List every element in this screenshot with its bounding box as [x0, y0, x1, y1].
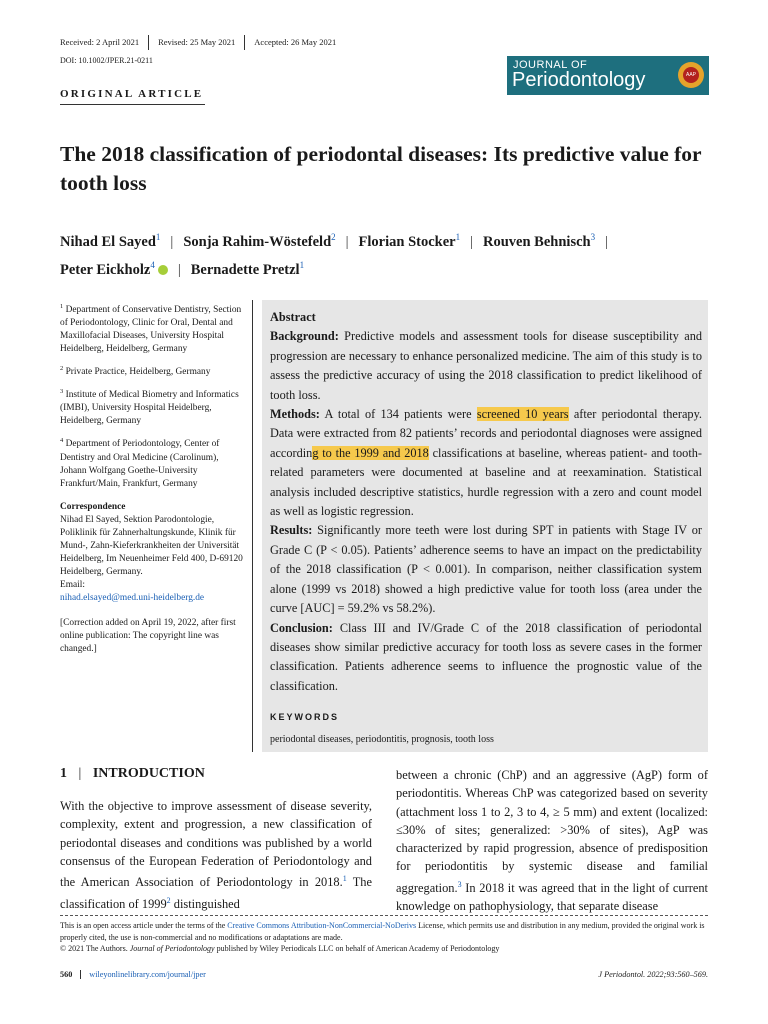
accepted-date: Accepted: 26 May 2021 [244, 35, 345, 50]
author-affiliation-ref[interactable]: 4 [150, 259, 155, 270]
journal-citation: J Periodontol. 2022;93:560–569. [598, 970, 708, 979]
citation-link[interactable]: 3 [457, 879, 462, 889]
affiliation [60, 385, 245, 428]
highlight-annotation[interactable]: g to the 1999 and 2018 [312, 445, 429, 460]
author[interactable] [359, 234, 461, 250]
affiliation [60, 362, 245, 379]
aap-seal-icon [678, 62, 704, 88]
correction-note: [Correction added on April 19, 2022, after first online publication: The copyright line was changed.] [60, 617, 236, 654]
copyright-text: published by Wiley Periodicals LLC on behalf of American Academy of Periodontology [214, 944, 500, 953]
body-text: With the objective to improve assessment of disease severity, complexity, extent and progression, a new classification of periodontal diseases and conditions was published by a world consensus of the European Federation of Periodontology and the American Association of Periodontology in 2018. [60, 799, 372, 890]
affiliation-number: 4 [60, 437, 64, 445]
author[interactable] [183, 234, 335, 250]
affiliation-text: Department of Periodontology, Center of Dentistry and Oral Medicine (Carolinum), Johann Wolfgang Goethe-University Frankfurt/Main, Frankfurt, Germany [60, 439, 220, 489]
orcid-icon[interactable] [158, 265, 168, 275]
abstract-background [270, 327, 702, 405]
author-affiliation-ref[interactable]: 1 [299, 259, 305, 270]
affiliations-column [60, 300, 245, 656]
affiliation-number: 2 [60, 365, 64, 373]
correspondence-heading: Correspondence [60, 501, 126, 512]
keywords-heading: KEYWORDS [270, 712, 340, 723]
results-text: Significantly more teeth were lost during SPT in patients with Stage IV or Grade C (P < 0.05). Patients’ adherence seems to have an impact on the predictability of the 2018 classification (P < 0.001). In comparison, neither classification system alone (1999 vs 2018) showed a high predictive value for tooth loss (area under the curve [AUC] = 59.2% vs 58.2%). [270, 523, 702, 616]
body-text: In 2018 it was agreed that in the light of current knowledge on pathophysiology, that separate disease [396, 880, 708, 914]
affiliation [60, 300, 245, 356]
citation-link[interactable]: 2 [166, 895, 171, 905]
revised-date: Revised: 25 May 2021 [148, 35, 244, 50]
abstract-divider [252, 300, 253, 752]
article-type: ORIGINAL ARTICLE [60, 88, 204, 100]
journal-logo-line1: JOURNAL OF [513, 59, 588, 71]
copyright-journal: Journal of Periodontology [129, 944, 215, 953]
footer-divider [60, 915, 708, 916]
correspondence-address: Nihad El Sayed, Sektion Parodontologie, Poliklinik für Zahnerhaltungskunde, Klinik für Mund-, Zahn-Kieferkrankheiten der Universität Heidelberg, Im Neuenheimer Feld 400, D-69120 Heidelberg, Germany. [60, 514, 243, 577]
affiliation-number: 1 [60, 303, 64, 310]
author-affiliation-ref[interactable]: 1 [455, 232, 461, 242]
section-number: 1 [60, 766, 67, 781]
author-name: Bernadette Pretzl [190, 261, 300, 278]
author-name: Nihad El Sayed [60, 233, 156, 250]
intro-right-column [396, 766, 708, 916]
email-label: Email: [60, 579, 85, 590]
methods-text: classifications at baseline, whereas patient- and tooth-related parameters were documented at baseline and at reexamination. Statistical analysis included descriptive statistics, hurdle regression with a zero and count model as well as logistic regression. [270, 445, 702, 519]
author[interactable] [60, 259, 168, 278]
journal-url-link[interactable]: wileyonlinelibrary.com/journal/jper [89, 970, 206, 979]
author-name: Rouven Behnisch [483, 233, 591, 250]
license-text: This is an open access article under the terms of the [60, 921, 228, 930]
conclusion-text: Class III and IV/Grade C of the 2018 classification of periodontal diseases show similar predictive accuracy for tooth loss as severe cases in the former classification. Patients adherence seems to influence the prognostic value of the classification. [270, 620, 702, 693]
affiliation-text: Institute of Medical Biometry and Informatics (IMBI), University Hospital Heidelberg, Heidelberg, Germany [60, 390, 239, 427]
article-type-rule [60, 104, 205, 105]
methods-text: A total of 134 patients were [324, 407, 477, 422]
page-footer [60, 970, 708, 979]
abstract-results [270, 521, 702, 618]
submission-dates [60, 35, 345, 50]
author[interactable] [60, 234, 160, 250]
affiliation-number: 3 [60, 388, 64, 396]
license-text: License, which permits use and distribution in any medium, provided the original work is properly cited, the use is non-commercial and no modifications or adaptations are made. [60, 921, 705, 942]
author-affiliation-ref[interactable]: 2 [331, 232, 336, 242]
license-link[interactable]: Creative Commons Attribution-NonCommercial-NoDerivs [227, 921, 417, 930]
background-text: Predictive models and assessment tools for disease susceptibility and progression are necessary to enhance personalized medicine. The aim of this study is to assess the predictive accuracy of using the 2018 classification to predict likelihood of tooth loss. [270, 329, 703, 402]
body-text: between a chronic (ChP) and an aggressive (AgP) form of periodontitis. Whereas ChP was categorized based on severity (attachment loss 1 to 2, 3 to 4, ≥ 5 mm) and extent (localized: ≤30% of sites; generalized: >30% of sites), AgP was characterized by rapid progression, absence of predisposition for periodontitis by systemic disease and familial aggregation. [396, 768, 708, 895]
license-note [60, 920, 710, 955]
author-affiliation-ref[interactable]: 1 [155, 232, 161, 242]
abstract-conclusion [270, 619, 702, 697]
citation-link[interactable]: 1 [342, 874, 347, 884]
results-label: Results: [270, 523, 313, 538]
journal-logo-line2: Periodontology [512, 69, 646, 91]
body-text: The classification of 1999 [60, 875, 372, 911]
author-name: Florian Stocker [358, 233, 456, 250]
abstract-box [262, 300, 708, 752]
body-text: distinguished [170, 896, 240, 911]
conclusion-label: Conclusion: [270, 620, 333, 635]
section-title: INTRODUCTION [92, 766, 205, 781]
author[interactable] [190, 259, 305, 278]
author-name: Sonja Rahim-Wöstefeld [183, 233, 332, 250]
correspondence-email-link[interactable]: nihad.elsayed@med.uni-heidelberg.de [60, 592, 205, 603]
copyright-text: © 2021 The Authors. [60, 944, 130, 953]
page-number: 560 [60, 970, 81, 979]
abstract-methods [270, 405, 702, 521]
affiliation [60, 434, 245, 490]
abstract-heading: Abstract [270, 310, 316, 324]
article-title: The 2018 classification of periodontal diseases: Its predictive value for tooth loss [60, 142, 702, 195]
keywords-text: periodontal diseases, periodontitis, prognosis, tooth loss [270, 733, 494, 745]
author[interactable] [483, 234, 595, 250]
journal-logo[interactable] [507, 56, 709, 95]
highlight-annotation[interactable]: screened 10 years [476, 407, 569, 422]
author-affiliation-ref[interactable]: 3 [590, 232, 596, 242]
section-heading-introduction: 1 | INTRODUCTION [60, 766, 205, 781]
author-name: Peter Eickholz [60, 261, 151, 278]
affiliation-text: Private Practice, Heidelberg, Germany [65, 367, 211, 378]
methods-text: after periodontal therapy. Data were extracted from 82 patients’ records and periodontal diagnoses were assigned accordin [270, 407, 702, 460]
author-list: Nihad El Sayed$^1$ | Sonja Rahim-Wöstefeld$^2$ | Florian Stocker$^1$ | Rouven Behnisch$^3$ | Peter Eickholz$^4$ | Bernadette Pretzl$^1$ [60, 232, 608, 278]
methods-label: Methods: [270, 407, 320, 422]
affiliation-text: Department of Conservative Dentistry, Section of Periodontology, Clinic for Oral, Dental and Maxillofacial Diseases, University Hospital Heidelberg, Heidelberg, Germany [60, 305, 242, 355]
background-label: Background: [270, 329, 339, 344]
received-date: Received: 2 April 2021 [60, 37, 140, 47]
intro-left-column [60, 797, 372, 913]
aap-seal-label: AAP [683, 67, 699, 83]
doi: DOI: 10.1002/JPER.21-0211 [60, 56, 153, 65]
